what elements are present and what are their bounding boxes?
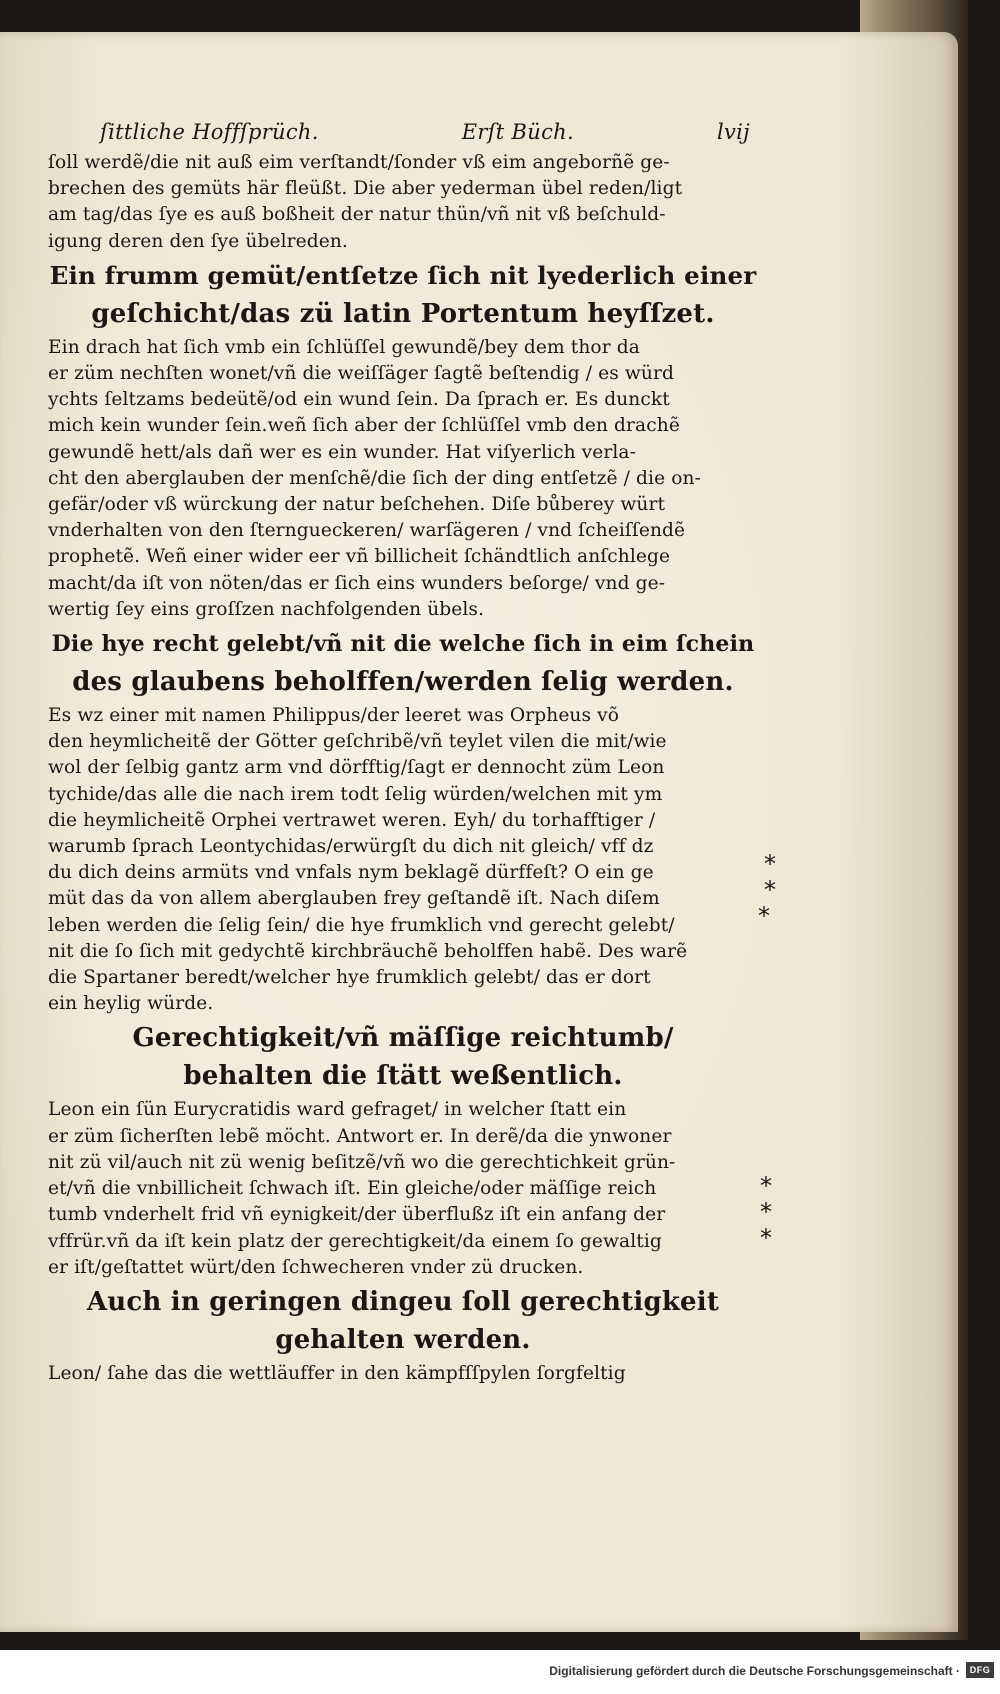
text-line: am tag/das ſye es auß boßheit der natur thün/vñ nit vß beſchuld‑ [48,204,666,226]
margin-asterisk: * [760,1198,772,1226]
text-line: du dich deins armüts vnd vnfals nym beklagẽ dürffeſt? O ein ge [48,862,654,884]
page-body [48,150,758,1387]
section-heading [48,257,758,333]
margin-asterisk: * [760,1172,772,1200]
text-line: leben werden die ſelig ſein/ die hye frumklich vnd gerecht gelebt/ [48,914,675,936]
text-block [48,120,758,1387]
text-line: er züm ſicherſten lebẽ möcht. Antwort er. In derẽ/da die ynwoner [48,1125,672,1147]
footer-credit: Digitalisierung gefördert durch die Deutsche Forschungsgemeinschaft · [549,1664,960,1678]
heading-line: Gerechtigkeit/vñ mäſſige reichtumb/ [132,1023,674,1054]
body-paragraph [48,1361,758,1387]
text-line: Ein drach hat ſich vmb ein ſchlüſſel gewundẽ/bey dem thor da [48,336,640,358]
text-line: tychide/das alle die nach irem todt ſelig würden/welchen mit ym [48,783,663,805]
text-line: er iſt/geſtattet würt/den ſchwecheren vnder zü drucken. [48,1256,584,1278]
text-line: er züm nechſten wonet/vñ die weiſſäger ſagtẽ beſtendig / es würd [48,363,674,385]
running-head [48,120,758,144]
heading-line: Auch in geringen dingeu ſoll gerechtigkeit [86,1286,720,1317]
text-line: die Spartaner beredt/welcher hye frumklich gelebt/ das er dort [48,967,651,989]
text-line: tumb vnderhelt frid vñ eynigkeit/der überflußz iſt ein anfang der [48,1204,666,1226]
text-line: den heymlicheitẽ der Götter geſchribẽ/vñ teylet vilen die mit/wie [48,731,667,753]
text-line: mich kein wunder ſein.weñ ſich aber der ſchlüſſel vmb den drachẽ [48,415,680,437]
text-line: prophetẽ. Weñ einer wider eer vñ billicheit ſchändtlich anſchlege [48,546,671,568]
text-line: ſoll werdẽ/die nit auß eim verſtandt/ſonder vß eim angeborñẽ ge‑ [48,152,670,173]
section-heading [48,1019,758,1095]
text-line: macht/da iſt von nöten/das er ſich eins wunders beſorge/ vnd ge‑ [48,572,666,594]
text-line: nit zü vil/auch nit zü wenig beſitzẽ/vñ wo die gerechtichkeit grün‑ [48,1151,676,1173]
margin-asterisk: * [764,850,776,878]
text-line: et/vñ die vnbillicheit ſchwach iſt. Ein gleiche/oder mäſſige reich [48,1178,657,1200]
text-line: Leon/ ſahe das die wettläuffer in den kämpfſſpylen ſorgfeltig [48,1362,626,1384]
text-line: ychts ſeltzams bedeütẽ/od ein wund ſein. Da ſprach er. Es dunckt [48,389,670,411]
section-heading [48,625,758,701]
body-paragraph [48,703,758,1017]
text-line: gewundẽ hett/als dañ wer es ein wunder. Hat viſyerlich verla‑ [48,441,636,463]
page-number: lvij [716,120,750,144]
heading-line: Ein frumm gemüt/entſetze ſich nit lyederlich einer [49,260,757,290]
heading-line: behalten die ſtätt weßentlich. [183,1061,623,1092]
text-line: müt das da von allem aberglauben frey geſtandẽ iſt. Nach diſem [48,888,660,910]
text-line: wertig ſey eins groſſzen nachfolgenden übels. [48,598,485,620]
body-paragraph [48,150,758,255]
text-line: ein heylig würde. [48,993,214,1015]
heading-line: geſchicht/das zü latin Portentum heyſſzet. [91,298,715,329]
body-paragraph [48,335,758,623]
text-line: brechen des gemüts här fleüßt. Die aber yederman übel reden/ligt [48,178,683,200]
text-line: vnderhalten von den ſterngueckeren/ warſägeren / vnd ſcheiſſendẽ [48,520,686,542]
dfg-logo: DFG [966,1662,994,1678]
text-line: Es wz einer mit namen Philippus/der leeret was Orpheus võ [48,705,620,727]
text-line: warumb ſprach Leontychidas/erwürgſt du dich nit gleich/ vff dz [48,836,654,858]
text-line: cht den aberglauben der menſchẽ/die ſich der ding entſetzẽ / die on‑ [48,467,701,489]
text-line: vffrür.vñ da iſt kein platz der gerechtigkeit/da einem ſo gewaltig [48,1230,662,1252]
heading-line: des glaubens beholffen/werden ſelig werden. [72,667,734,698]
digitization-footer [0,1650,1000,1694]
text-line: wol der ſelbig gantz arm vnd dörfftig/ſagt er dennocht züm Leon [48,757,665,779]
text-line: Leon ein ſün Eurycratidis ward gefraget/ in welcher ſtatt ein [48,1099,627,1121]
book-page [0,32,958,1632]
text-line: die heymlicheitẽ Orphei vertrawet weren. Eyh/ du torhafftiger / [48,809,656,831]
text-line: igung deren den ſye übelreden. [48,230,348,252]
heading-line: gehalten werden. [275,1324,531,1355]
text-line: gefär/oder vß würckung der natur beſchehen. Diſe bůberey würt [48,494,666,516]
body-paragraph [48,1097,758,1280]
margin-asterisk: * [760,1224,772,1252]
running-head-left: ſittliche Hoffſprüch. [100,120,319,144]
section-heading [48,1283,758,1359]
margin-asterisk: * [764,876,776,904]
running-head-center: Erſt Büch. [461,120,574,144]
margin-asterisk: * [758,902,770,930]
heading-line: Die hye recht gelebt/vñ nit die welche ſich in eim ſchein [51,631,755,658]
text-line: nit die ſo ſich mit gedychtẽ kirchbräuchẽ beholffen habẽ. Des warẽ [48,940,688,962]
